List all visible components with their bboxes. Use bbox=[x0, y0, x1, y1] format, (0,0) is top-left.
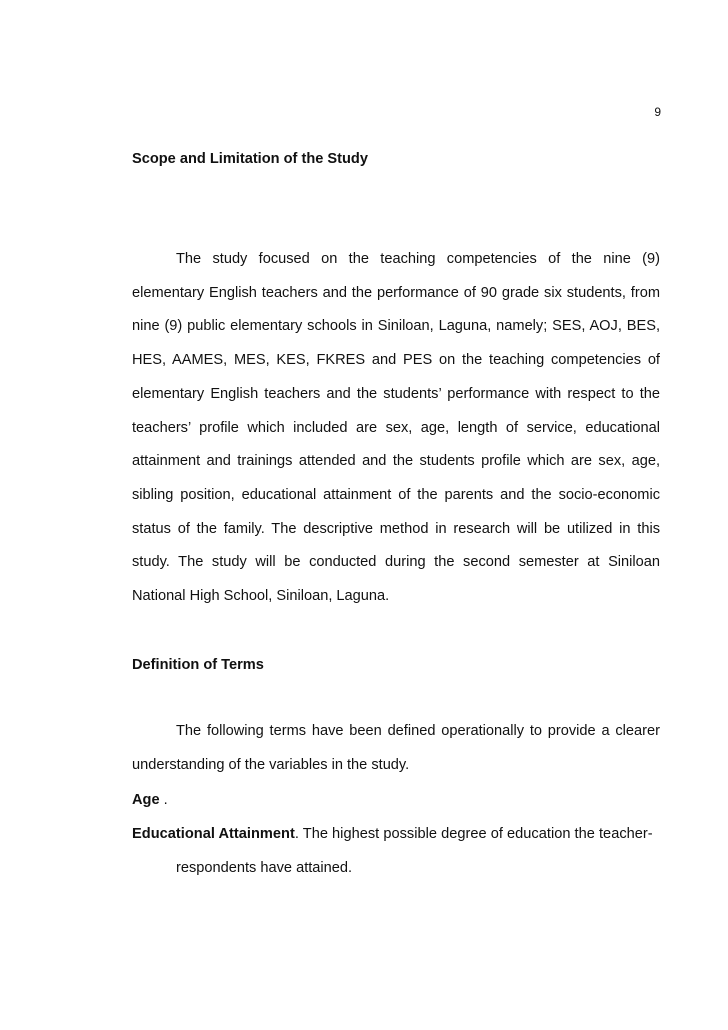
scope-paragraph: The study focused on the teaching competencies of the nine (9) elementary English teachers and the performance of 90 grade six students, from nine (9) public elementary schools in Siniloan, Laguna, namely; SES, AOJ, BES, HES, AAMES, MES, KES, FKRES and PES on the teaching competencies of elementary English teachers and the students’ performance with respect to the teachers’ profile which included are sex, age, length of service, educational attainment and trainings attended and the students profile which are sex, age, sibling position, educational attainment of the parents and the socio-economic status of the family. The descriptive method in research will be utilized in this study. The study will be conducted during the second semester at Siniloan National High School, Siniloan, Laguna. bbox=[132, 251, 660, 605]
term-age-name: Age bbox=[132, 792, 160, 808]
term-educational-attainment-continuation: respondents have attained. bbox=[176, 860, 353, 876]
term-educational-attainment-name: Educational Attainment bbox=[132, 826, 295, 842]
scope-heading: Scope and Limitation of the Study bbox=[132, 151, 368, 167]
term-age-definition: . bbox=[159, 792, 168, 808]
definitions-heading: Definition of Terms bbox=[132, 657, 264, 673]
definitions-intro: The following terms have been defined operationally to provide a clearer understanding of the variables in the study. bbox=[132, 723, 660, 773]
term-educational-attainment-definition: . The highest possible degree of education the teacher- bbox=[294, 826, 653, 842]
term-age bbox=[132, 792, 660, 808]
term-educational-attainment bbox=[132, 826, 660, 842]
page-number: 9 bbox=[654, 105, 661, 119]
